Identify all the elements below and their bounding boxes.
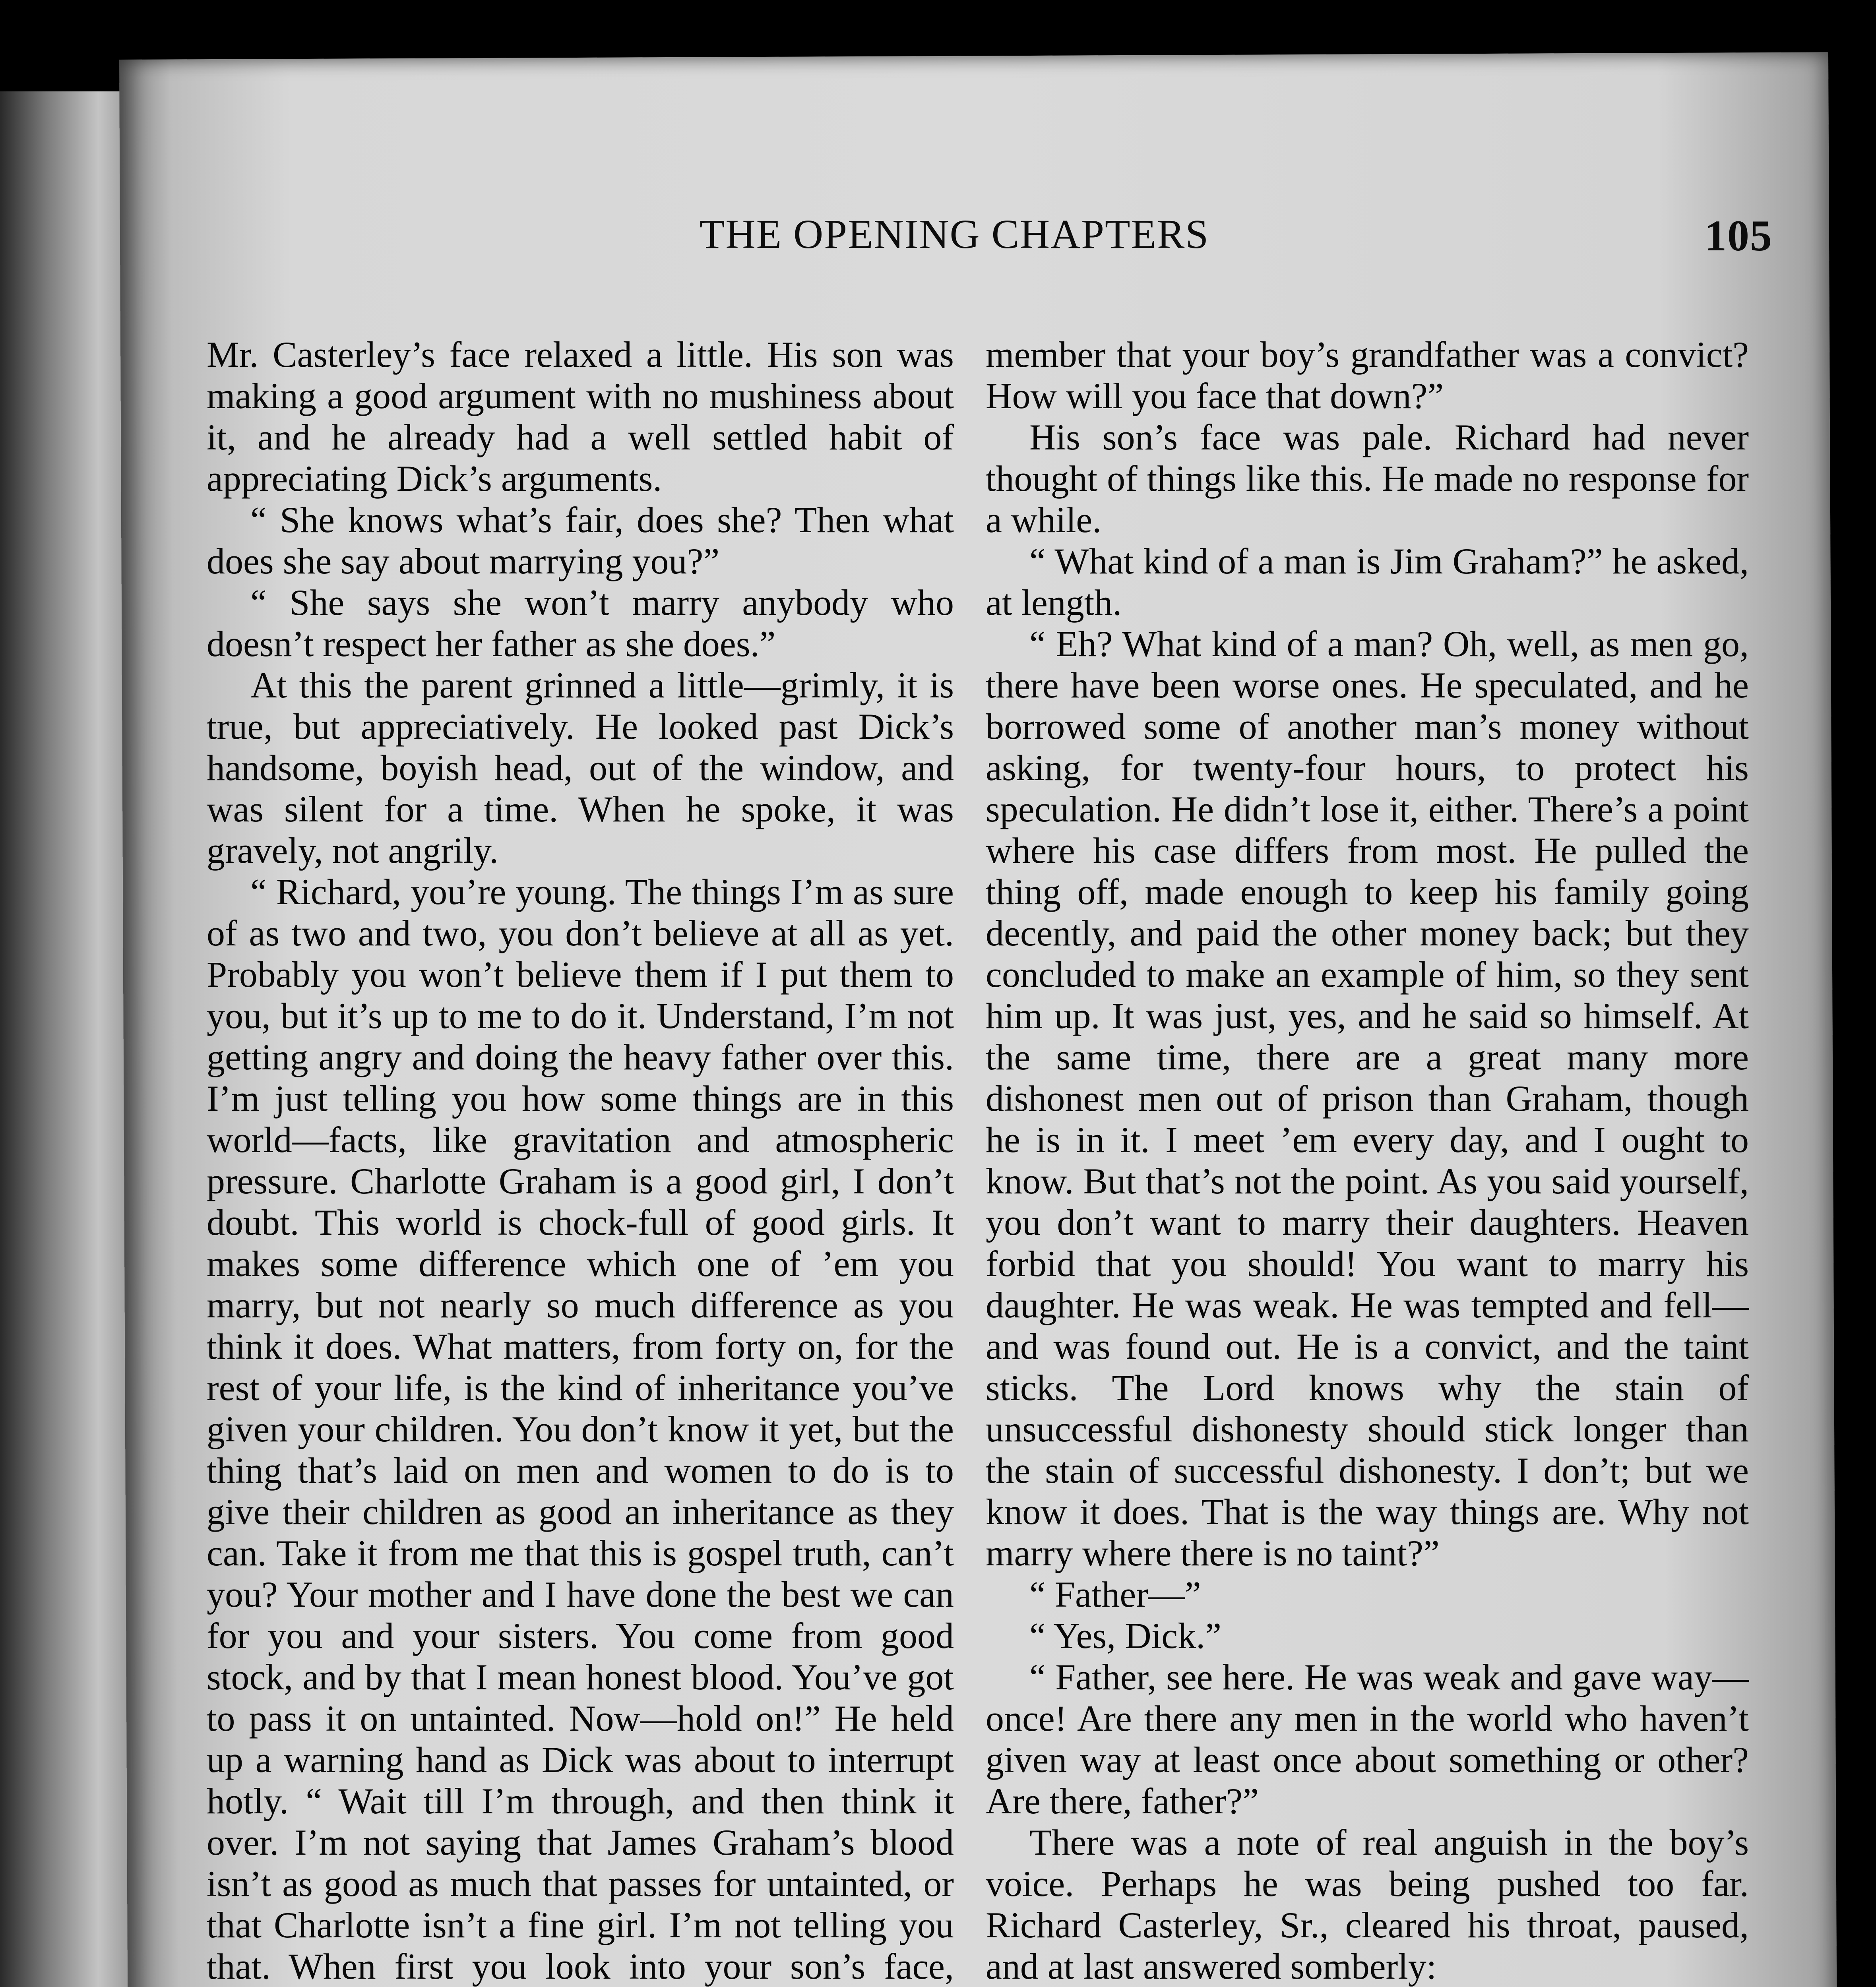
paragraph: member that your boy’s grandfather was a convict? How will you face that down?” — [986, 334, 1749, 416]
chapter-title: THE OPENING CHAPTERS — [700, 211, 1209, 257]
paragraph: “ Eh? What kind of a man? Oh, well, as men go, there have been worse ones. He speculated, and he borrowed some of another man’s money without asking, for twenty-four hours, to protect his speculation. He didn’t lose it, either. There’s a point where his case differs from most. He pulled the thing off, made enough to keep his family going decently, and paid the other money back; but they concluded to make an example of him, so they sent him up. It was just, yes, and he said so himself. At the same time, there are a great many more dishonest men out of prison than Graham, though he is in it. I meet ’em every day, and I ought to know. But that’s not the point. As you said yourself, you don’t want to marry their daughters. Heaven forbid that you should! You want to marry his daughter. He was weak. He was tempted and fell—and was found out. He is a convict, and the taint sticks. The Lord knows why the stain of unsuccessful dishonesty should stick longer than the stain of successful dishonesty. I don’t; but we know it does. That is the way things are. Why not marry where there is no taint?” — [986, 624, 1749, 1573]
paragraph: “ Yes, Dick.” — [1029, 1615, 1221, 1656]
paragraph: “ She says she won’t marry anybody who doesn’t respect her father as she does.” — [207, 582, 954, 664]
paragraph: “ She knows what’s fair, does she? Then what does she say about marrying you?” — [207, 500, 954, 581]
paragraph: “ Father—” — [1029, 1574, 1201, 1615]
page-number: 105 — [1705, 211, 1773, 260]
right-text-column — [986, 334, 1749, 1987]
running-head — [700, 211, 1773, 274]
facing-page-edge — [0, 91, 131, 1987]
paragraph: “ Father, see here. He was weak and gave way—once! Are there any men in the world who haven’t given way at least once about something or other? Are there, father?” — [986, 1657, 1749, 1821]
paragraph: There was a note of real anguish in the boy’s voice. Perhaps he was being pushed too far. Richard Casterley, Sr., cleared his throat, paused, and at last answered somberly: — [986, 1822, 1749, 1987]
left-text-column — [207, 334, 954, 1987]
paragraph: At this the parent grinned a little—grimly, it is true, but appreciatively. He looked past Dick’s handsome, boyish head, out of the window, and was silent for a time. When he spoke, it was gravely, not angrily. — [207, 665, 954, 871]
paragraph: Mr. Casterley’s face relaxed a little. His son was making a good argument with no mushiness about it, and he already had a well settled habit of appreciating Dick’s arguments. — [207, 334, 954, 499]
paragraph: His son’s face was pale. Richard had never thought of things like this. He made no response for a while. — [986, 417, 1749, 540]
paragraph: “ What kind of a man is Jim Graham?” he asked, at length. — [986, 541, 1749, 623]
paragraph: “ Richard, you’re young. The things I’m as sure of as two and two, you don’t believe at all as yet. Probably you won’t believe them if I put them to you, but it’s up to me to do it. Understand, I’m not getting angry and doing the heavy father over this. I’m just telling you how some things are in this world—facts, like gravitation and atmospheric pressure. Charlotte Graham is a good girl, I don’t doubt. This world is chock-full of good girls. It makes some difference which one of ’em you marry, but not nearly so much difference as you think it does. What matters, from forty on, for the rest of your life, is the kind of inheritance you’ve given your children. You don’t know it yet, but the thing that’s laid on men and women to do is to give their children as good an inheritance as they can. Take it from me that this is gospel truth, can’t you? Your mother and I have done the best we can for you and your sisters. You come from good stock, and by that I mean honest blood. You’ve got to pass it on untainted. Now—hold on!” He held up a warning hand as Dick was about to interrupt hotly. “ Wait till I’m through, and then think it over. I’m not saying that James Graham’s blood isn’t as good as much that passes for untainted, or that Charlotte isn’t a fine girl. I’m not telling you that. When first you look into your son’s face, — [207, 871, 954, 1987]
